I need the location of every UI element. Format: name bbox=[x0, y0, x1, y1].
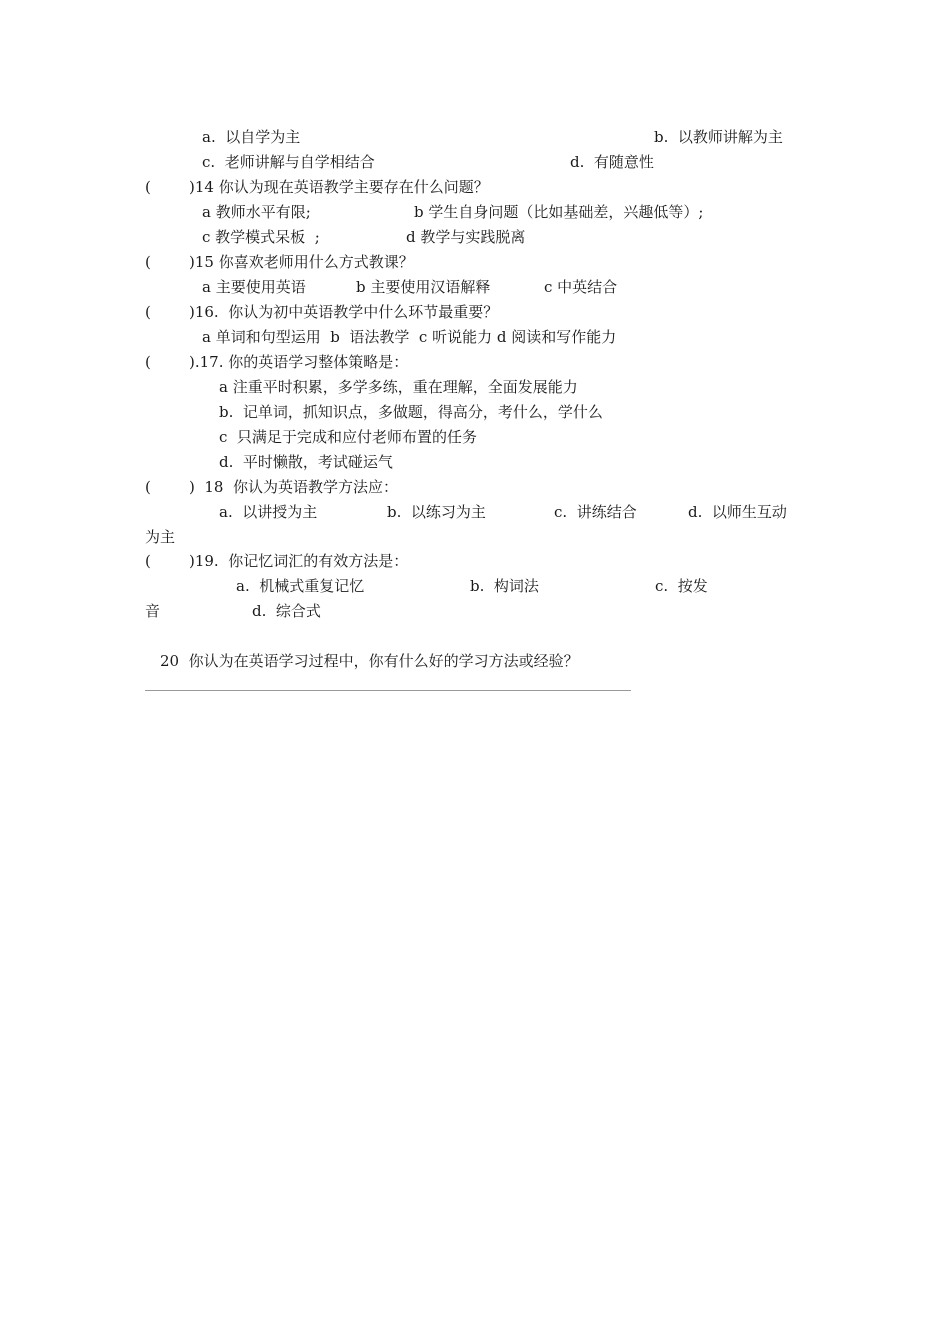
q16-stem: ( )16. 你认为初中英语教学中什么环节最重要？ bbox=[145, 303, 499, 321]
q15-option-a: a 主要使用英语 bbox=[202, 278, 306, 296]
q14-stem: ( )14 你认为现在英语教学主要存在什么问题？ bbox=[145, 178, 489, 196]
q18-option-b: b. 以练习为主 bbox=[387, 503, 486, 521]
q17-option-a: a 注重平时积累，多学多练，重在理解，全面发展能力 bbox=[219, 378, 578, 396]
q18-option-c: c. 讲练结合 bbox=[554, 503, 637, 521]
q13-option-c: c. 老师讲解与自学相结合 bbox=[202, 153, 375, 171]
q17-option-d: d. 平时懒散，考试碰运气 bbox=[219, 453, 393, 471]
q14-option-b: b 学生自身问题（比如基础差，兴趣低等）; bbox=[414, 203, 704, 221]
q13-option-a: a. 以自学为主 bbox=[202, 128, 301, 146]
q15-option-b: b 主要使用汉语解释 bbox=[356, 278, 491, 296]
q15-stem: ( )15 你喜欢老师用什么方式教课？ bbox=[145, 253, 414, 271]
q20-stem: 20 你认为在英语学习过程中，你有什么好的学习方法或经验？ bbox=[160, 652, 579, 670]
q17-option-b: b. 记单词，抓知识点，多做题，得高分，考什么，学什么 bbox=[219, 403, 603, 421]
q15-option-c: c 中英结合 bbox=[544, 278, 618, 296]
q19-option-c: c. 按发 bbox=[655, 577, 708, 595]
q14-option-d: d 教学与实践脱离 bbox=[406, 228, 526, 246]
q19-option-a: a. 机械式重复记忆 bbox=[236, 577, 365, 595]
q14-option-a: a 教师水平有限; bbox=[202, 203, 311, 221]
q19-stem: ( )19. 你记忆词汇的有效方法是： bbox=[145, 552, 409, 570]
q13-option-b: b. 以教师讲解为主 bbox=[654, 128, 783, 146]
q17-option-c: c 只满足于完成和应付老师布置的任务 bbox=[219, 428, 477, 446]
q14-option-c: c 教学模式呆板 ; bbox=[202, 228, 320, 246]
q19-option-c-wrap: 音 bbox=[145, 602, 161, 620]
q19-option-b: b. 构词法 bbox=[470, 577, 539, 595]
q16-options: a 单词和句型运用 b 语法教学 c 听说能力 d 阅读和写作能力 bbox=[202, 328, 617, 346]
q18-option-a: a. 以讲授为主 bbox=[219, 503, 318, 521]
q17-stem: ( ).17. 你的英语学习整体策略是： bbox=[145, 353, 409, 371]
q18-stem: ( ) 18 你认为英语教学方法应： bbox=[145, 478, 399, 496]
q18-option-d-wrap: 为主 bbox=[145, 528, 176, 546]
q19-option-d: d. 综合式 bbox=[252, 602, 321, 620]
q18-option-d: d. 以师生互动 bbox=[688, 503, 787, 521]
q20-answer-line bbox=[145, 690, 631, 691]
q13-option-d: d. 有随意性 bbox=[570, 153, 654, 171]
